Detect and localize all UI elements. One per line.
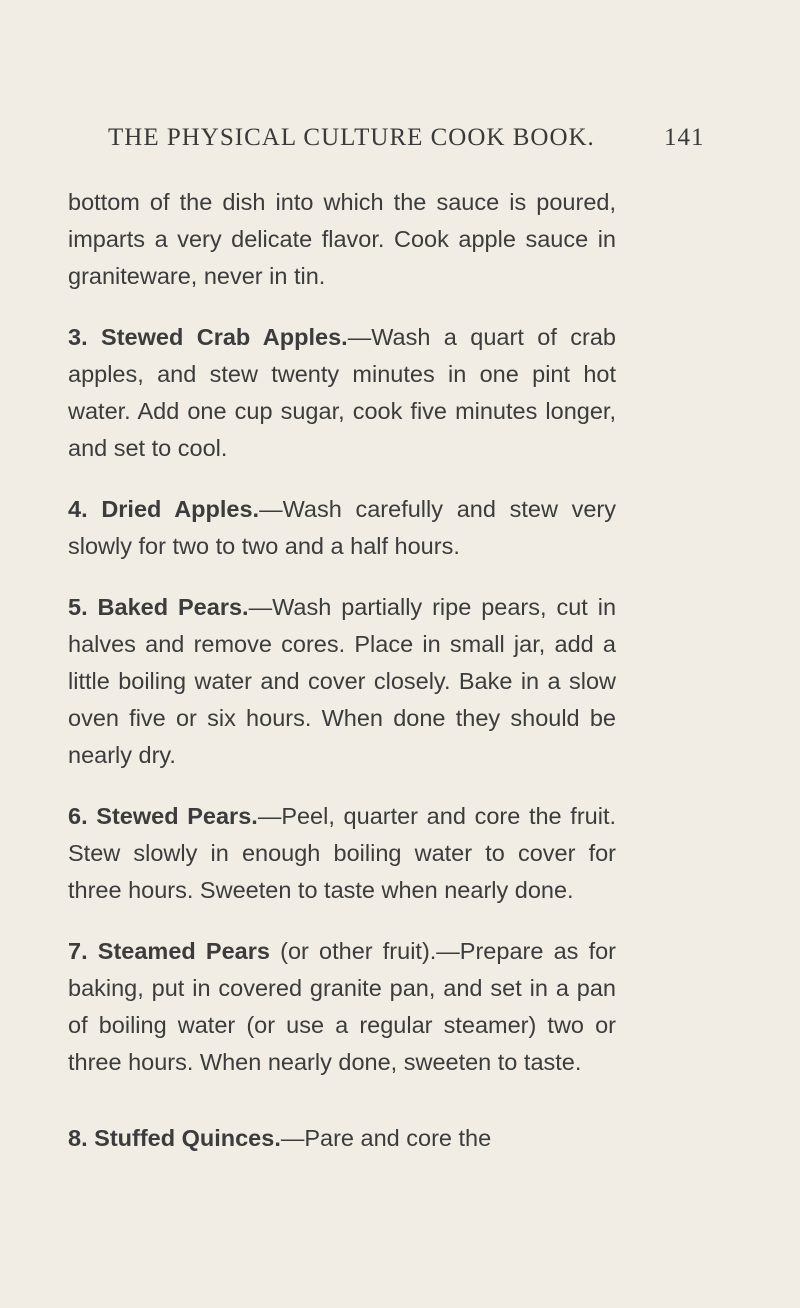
recipe-number: 3. (68, 324, 88, 350)
recipe-name: Dried Apples. (101, 496, 260, 522)
recipe-number: 7. (68, 938, 88, 964)
recipe-paragraph (68, 491, 616, 565)
recipe-paragraph (68, 319, 616, 467)
recipe-name: Stuffed Quinces. (94, 1125, 281, 1151)
recipe-text: —Peel, quarter and core the fruit. Stew slowly in enough boiling water to cover for three hours. Sweeten to taste when nearly done. (68, 803, 617, 903)
recipe-text: —Wash a quart of crab apples, and stew twenty minutes in one pint hot water. Add one cup sugar, cook five minutes longer, and set to cool. (68, 324, 616, 461)
recipe-text: —Wash carefully and stew very slowly for two to two and a half hours. (68, 496, 617, 559)
recipe-number: 5. (68, 594, 88, 620)
recipe-text: (or other fruit).—Prepare as for baking, put in covered granite pan, and set in a pan of boiling water (or use a regular steamer) two or three hours. When nearly done, sweeten to taste. (68, 938, 617, 1075)
recipe-name: Baked Pears. (97, 594, 249, 620)
recipe-paragraph (68, 798, 616, 909)
page-body (68, 184, 616, 1105)
recipe-number: 6. (68, 803, 88, 829)
recipe-number: 4. (68, 496, 88, 522)
recipe-name: Stewed Crab Apples. (101, 324, 348, 350)
continued-paragraph: bottom of the dish into which the sauce is poured, imparts a very delicate flavor. Cook apple sauce in graniteware, never in tin. (68, 189, 616, 289)
recipe-name: Steamed Pears (97, 938, 270, 964)
recipe-name: Stewed Pears. (96, 803, 258, 829)
recipe-text: —Pare and core the (280, 1125, 492, 1151)
recipe-paragraph (68, 933, 616, 1081)
running-title: THE PHYSICAL CULTURE COOK BOOK. (108, 124, 595, 151)
page-number: 141 (664, 124, 705, 151)
recipe-text: —Wash partially ripe pears, cut in halves and remove cores. Place in small jar, add a little boiling water and cover closely. Bake in a slow oven five or six hours. When done they should be nearly dry. (68, 594, 617, 768)
recipe-number: 8. (68, 1125, 88, 1151)
recipe-paragraph (68, 589, 616, 774)
recipe-paragraph-partial (68, 1120, 616, 1157)
